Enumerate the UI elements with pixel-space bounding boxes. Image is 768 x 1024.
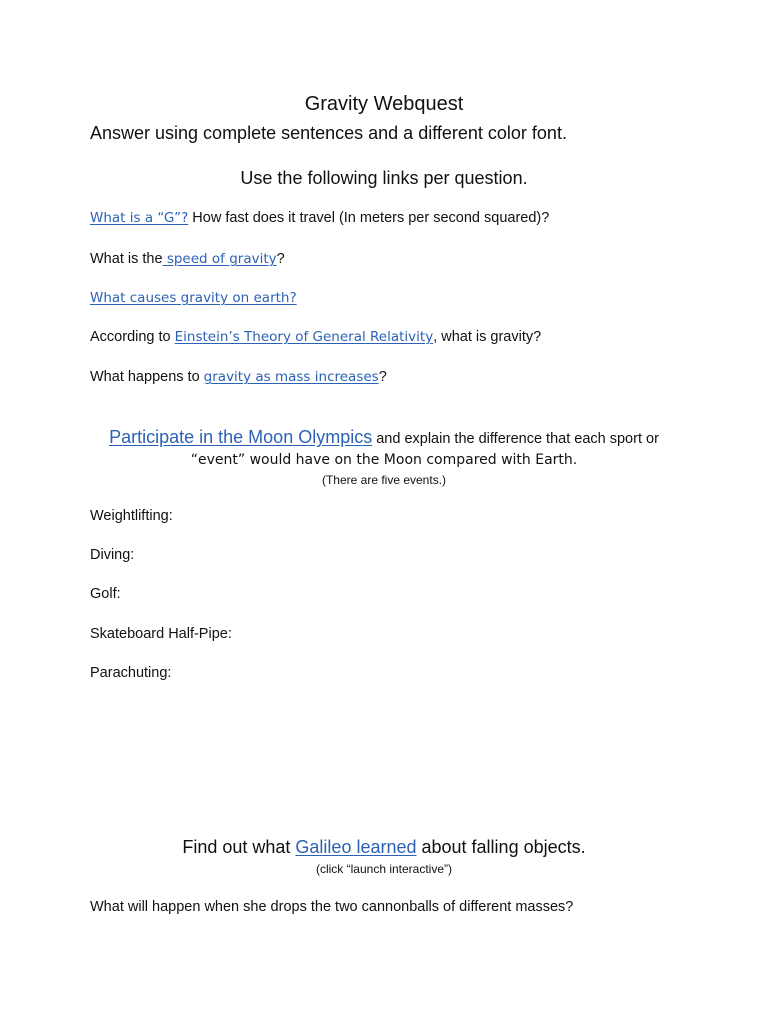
cannonball-question: What will happen when she drops the two cannonballs of different masses? [90,899,574,915]
gravity-mass-link[interactable]: gravity as mass increases [203,369,379,385]
question-5-suffix: ? [378,369,387,385]
links-intro-text: Use the following links per question. [240,168,528,188]
question-3 [90,290,297,306]
question-5 [90,369,387,385]
question-1-text: How fast does it travel (In meters per second squared)? [188,210,550,226]
moon-olympics-line1-text: and explain the difference that each sport or [372,431,659,447]
page-title: Gravity Webquest [304,93,464,115]
galileo-learned-link[interactable]: Galileo learned [295,837,417,857]
speed-of-gravity-link[interactable]: speed of gravity [162,251,277,267]
einstein-theory-link[interactable]: Einstein’s Theory of General Relativity [174,329,434,345]
question-2 [90,251,285,267]
question-4-suffix: , what is gravity? [433,329,542,345]
what-is-g-link[interactable]: What is a “G”? [90,210,189,226]
question-4 [90,329,541,345]
event-diving: Diving: [90,547,135,563]
moon-olympics-note: (There are five events.) [321,473,447,487]
question-4-prefix: According to [90,329,175,345]
instructions-text: Answer using complete sentences and a different color font. [90,123,567,143]
galileo-heading [0,837,768,858]
event-golf: Golf: [90,586,121,602]
question-1 [90,210,549,226]
moon-olympics-intro [0,427,768,448]
moon-olympics-line2: “event” would have on the Moon compared with Earth. [190,452,578,468]
event-parachuting: Parachuting: [90,665,172,681]
event-weightlifting: Weightlifting: [90,508,173,524]
galileo-note: (click “launch interactive”) [315,862,453,876]
moon-olympics-link[interactable]: Participate in the Moon Olympics [109,427,373,447]
question-5-prefix: What happens to [90,369,204,385]
question-2-suffix: ? [276,251,285,267]
question-2-prefix: What is the [90,251,163,267]
galileo-prefix: Find out what [182,837,296,857]
what-causes-gravity-link[interactable]: What causes gravity on earth? [90,290,297,306]
galileo-suffix: about falling objects. [416,837,586,857]
event-skateboard: Skateboard Half-Pipe: [90,626,232,642]
